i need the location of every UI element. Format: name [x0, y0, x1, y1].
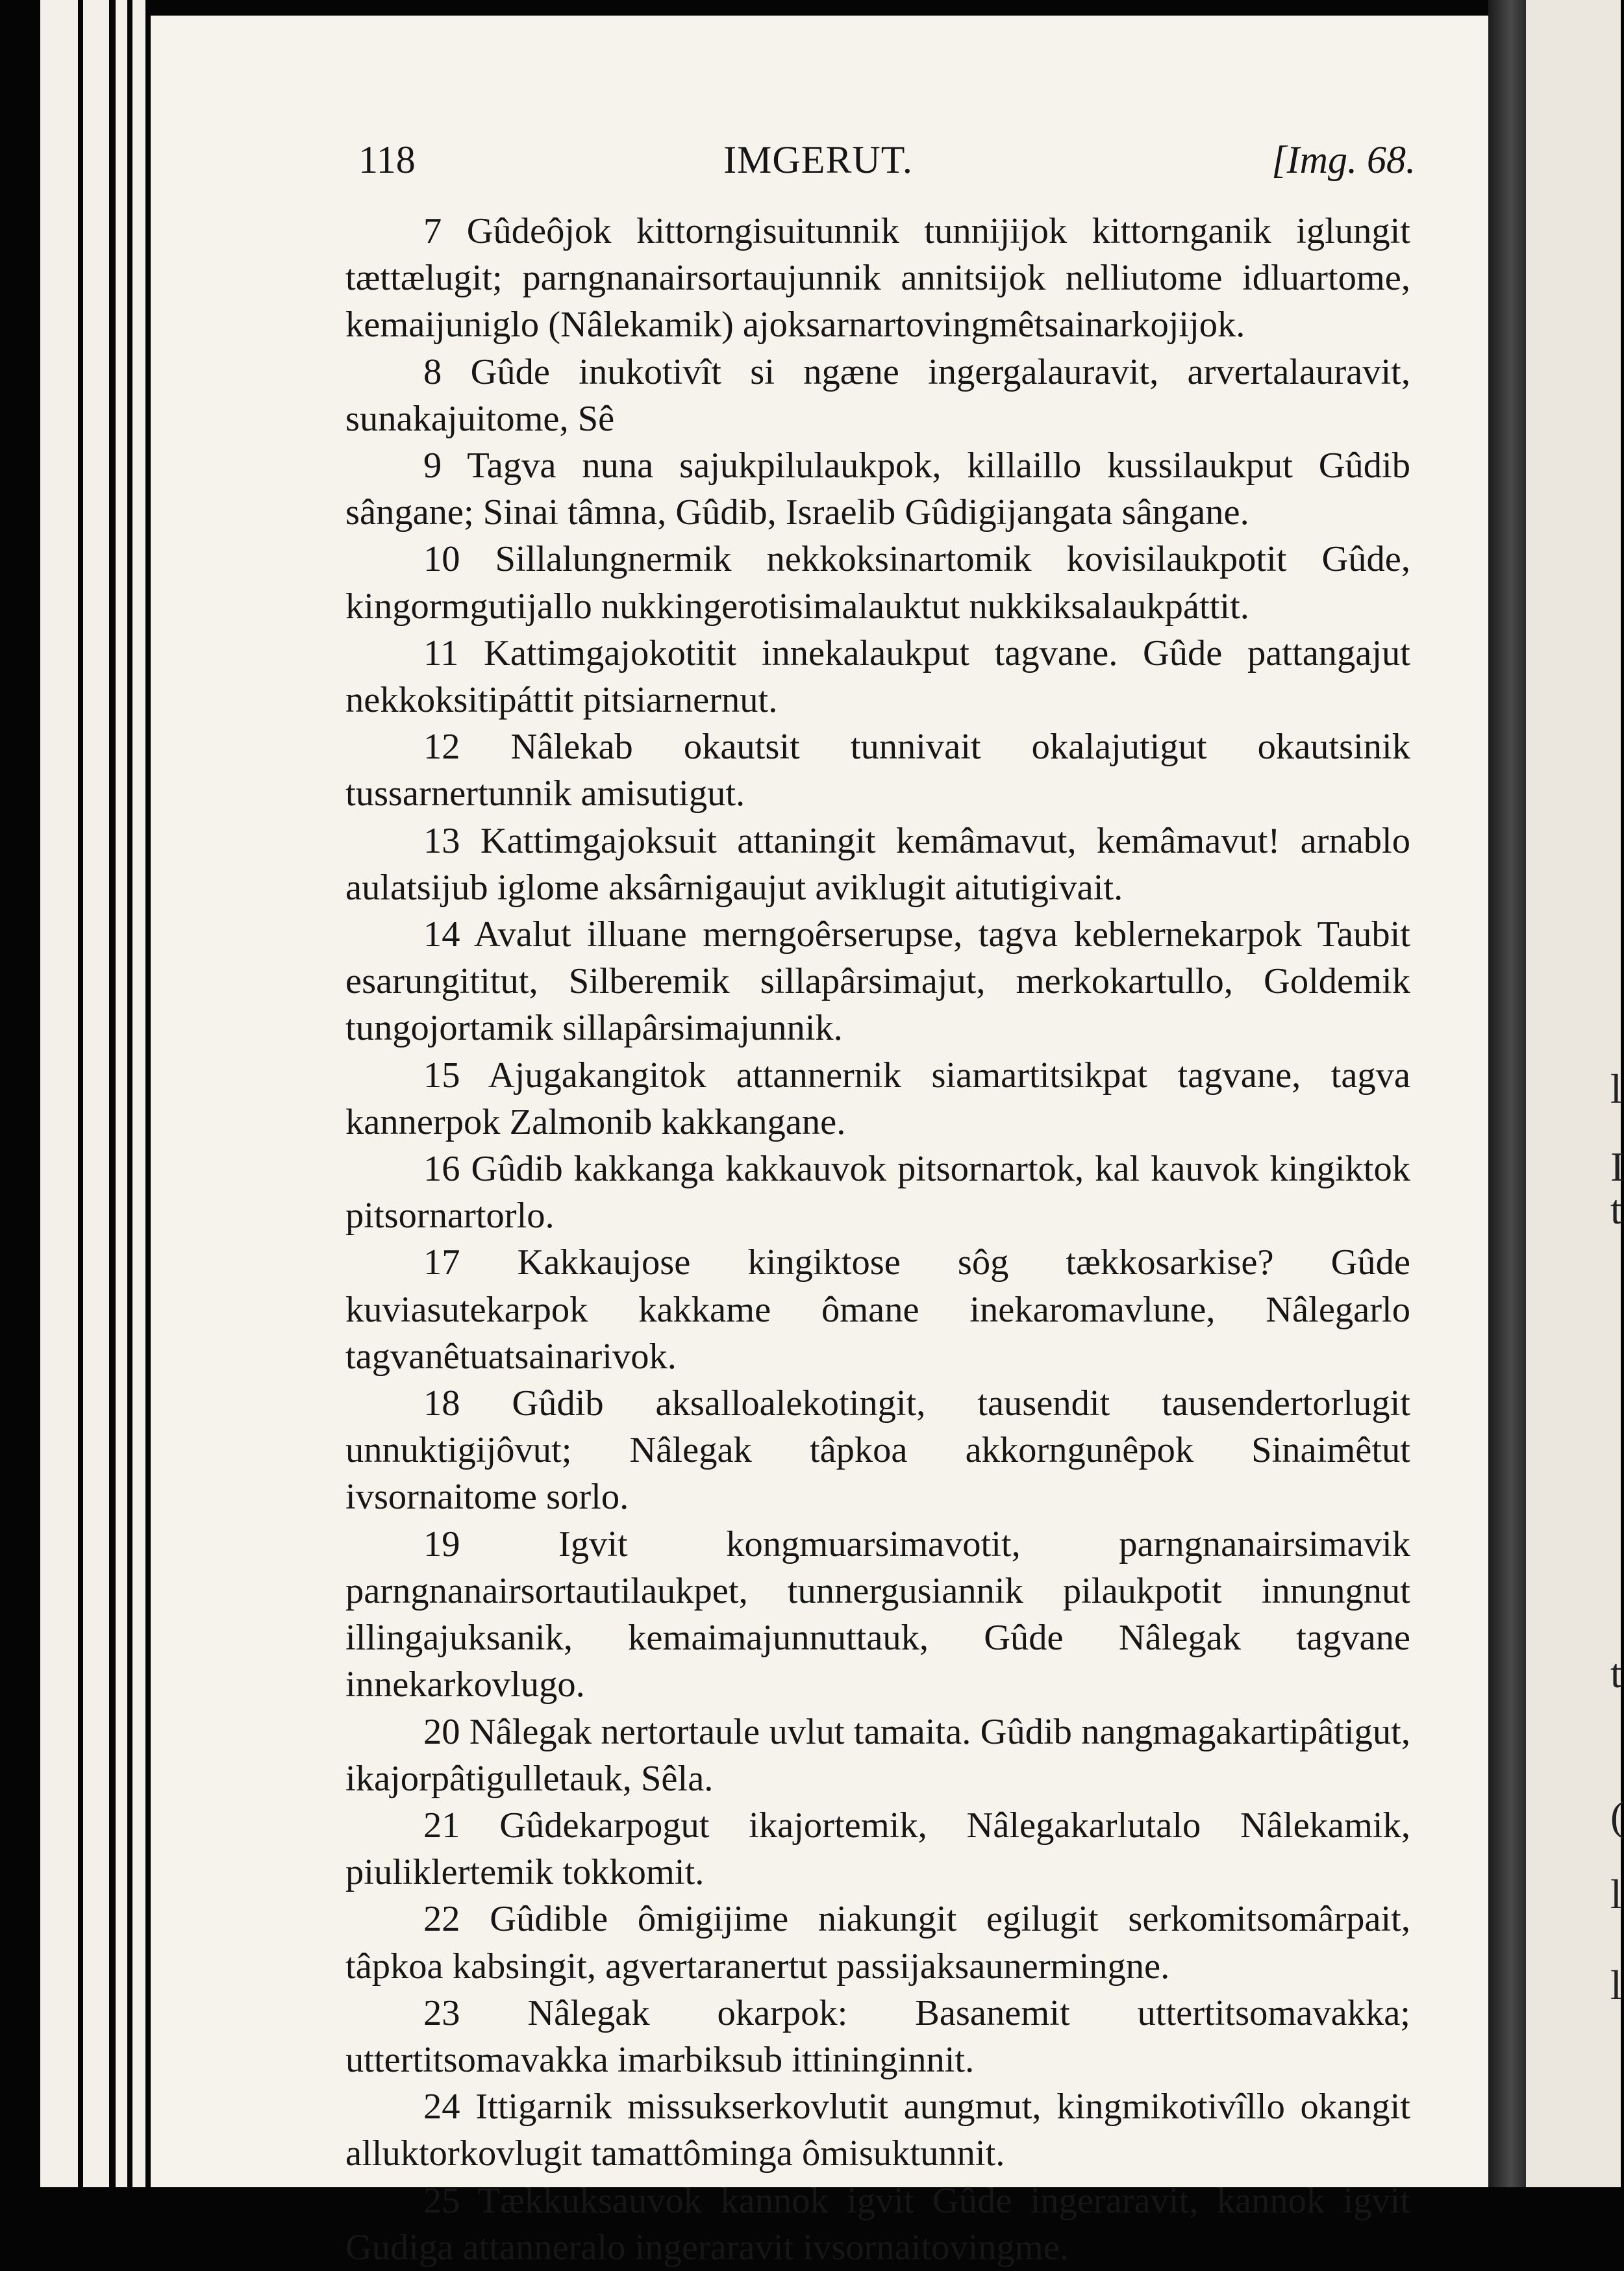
verse-text: Nâlegak nertortaule uvlut tamaita. Gûdib nangmagakartipâtigut, ikajorpâtigulletauk, Sêla. [345, 1711, 1411, 1799]
verse [345, 208, 1410, 349]
verse [345, 2177, 1410, 2271]
verse [345, 723, 1410, 817]
verse-text: Gûdekarpogut ikajortemik, Nâlegakarlutalo Nâlekamik, piuliklertemik tokkomit. [345, 1805, 1411, 1893]
verse [345, 1802, 1410, 1896]
verse-number: 16 [423, 1149, 460, 1190]
verse-number: 17 [423, 1242, 460, 1283]
verse-text: Ittigarnik missukserkovlutit aungmut, kingmikotivîllo okangit alluktorkovlugit tamattôminga ômisuktunnit. [345, 2087, 1411, 2174]
verse-number: 8 [423, 351, 442, 392]
verse-number: 14 [423, 914, 460, 955]
verse [345, 1239, 1410, 1380]
verse-number: 24 [423, 2087, 460, 2127]
facing-page-fragment: I [1610, 1144, 1624, 1190]
verse-number: 7 [423, 211, 442, 251]
verse-text: Avalut illuane merngoêrserupse, tagva keblernekarpok Taubit esarungititut, Silberemik sillapârsimajut, merkokartullo, Goldemik tungojortamik sillapârsimajunnik. [345, 914, 1411, 1049]
verse-number: 20 [423, 1711, 460, 1752]
verse [345, 1146, 1410, 1239]
verse-text: Nâlegak okarpok: Basanemit uttertitsomavakka; uttertitsomavakka imarbiksub ittininginnit. [345, 1992, 1410, 2080]
psalm-text [345, 208, 1410, 2271]
verse-number: 22 [423, 1899, 460, 1940]
verse-text: Tagva nuna sajukpilulaukpok, killaillo kussilaukput Gûdib sângane; Sinai tâmna, Gûdib, Israelib Gûdigijangata sângane. [345, 445, 1411, 533]
facing-page-fragment: l [1610, 1962, 1622, 2008]
facing-page-fragment: l [1610, 1066, 1622, 1112]
verse-text: Ajugakangitok attannernik siamartitsikpat tagvane, tagva kannerpok Zalmonib kakkangane. [345, 1055, 1410, 1142]
verse [345, 1521, 1410, 1709]
verse-text: Gûdib aksalloalekotingit, tausendit tausendertorlugit unnuktigijôvut; Nâlegak tâpkoa akkorngunêpok Sinaimêtut ivsornaitome sorlo. [345, 1383, 1410, 1518]
book-gutter [1488, 0, 1526, 2187]
verse [345, 442, 1410, 536]
verse-number: 13 [423, 820, 460, 861]
chapter-reference: [Img. 68. [1271, 138, 1416, 181]
verse-number: 25 [423, 2180, 460, 2221]
verse-number: 18 [423, 1383, 460, 1424]
verse [345, 349, 1410, 442]
verse-text: Kattimgajokotitit innekalaukput tagvane. Gûde pattangajut nekkoksitipáttit pitsiarnernut. [345, 633, 1410, 721]
verse-text: Nâlekab okautsit tunnivait okalajutigut okautsinik tussarnertunnik amisutigut. [345, 727, 1411, 814]
verse [345, 536, 1410, 629]
page-number: 118 [358, 138, 416, 181]
verse-text: Gûde inukotivît si ngæne ingergalauravit, arvertalauravit, sunakajuitome, Sê [345, 351, 1410, 439]
facing-page-fragment: t [1610, 1650, 1622, 1696]
verse-text: Kakkaujose kingiktose sôg tækkosarkise? Gûde kuviasutekarpok kakkame ômane inekaromavlune, Nâlegarlo tagvanêtuatsainarivok. [345, 1242, 1410, 1377]
verse-number: 9 [423, 445, 442, 486]
verse-text: Tækkuksauvok kannok igvit Gûde ingeraravit, kannok igvit Gudiga attanneralo ingeraravit ivsornaitovingme. [345, 2180, 1410, 2268]
verse-number: 15 [423, 1055, 460, 1096]
verse-text: Gûdible ômigijime niakungit egilugit serkomitsomârpait, tâpkoa kabsingit, agvertaranertut passijaksaunermingne. [345, 1899, 1410, 1987]
verse-number: 23 [423, 1992, 460, 2033]
running-title: IMGERUT. [723, 138, 913, 181]
page-header [208, 138, 1429, 196]
verse-text: Gûdeôjok kittorngisuitunnik tunnijijok kittornganik iglungit tættælugit; parngnanairsortaujunnik annitsijok nelliutome idluartome, kemaijuniglo (Nâlekamik) ajoksarnartovingmêtsainarkojijok. [345, 211, 1410, 345]
facing-page [1526, 0, 1624, 2187]
verse-text: Igvit kongmuarsimavotit, parngnanairsimavik parngnanairsortautilaukpet, tunnergusiannik pilaukpotit innungnut illingajuksanik, kemaimajunnuttauk, Gûde Nâlegak tagvane innekarkovlugo. [345, 1524, 1410, 1705]
verse [345, 1990, 1410, 2083]
facing-page-fragment: l [1610, 1871, 1622, 1917]
verse-text: Gûdib kakkanga kakkauvok pitsornartok, kal kauvok kingiktok pitsornartorlo. [345, 1149, 1410, 1236]
verse [345, 818, 1410, 911]
verse-text: Kattimgajoksuit attaningit kemâmavut, kemâmavut! arnablo aulatsijub iglome aksârnigaujut aviklugit aitutigivait. [345, 820, 1411, 908]
verse [345, 2083, 1410, 2177]
page-edges [0, 0, 156, 2187]
verse-number: 12 [423, 727, 460, 768]
verse [345, 1052, 1410, 1146]
verse-number: 11 [423, 633, 459, 673]
facing-page-fragment: t [1610, 1186, 1622, 1233]
facing-page-fragment: ( [1610, 1793, 1624, 1839]
verse [345, 1896, 1410, 1989]
verse [345, 911, 1410, 1052]
verse-number: 21 [423, 1805, 460, 1846]
verse-text: Sillalungnermik nekkoksinartomik kovisilaukpotit Gûde, kingormgutijallo nukkingerotisimalauktut nukkiksalaukpáttit. [345, 539, 1410, 627]
verse [345, 630, 1410, 723]
verse [345, 1709, 1410, 1802]
verse-number: 19 [423, 1524, 460, 1564]
verse-number: 10 [423, 539, 460, 580]
verse [345, 1380, 1410, 1521]
